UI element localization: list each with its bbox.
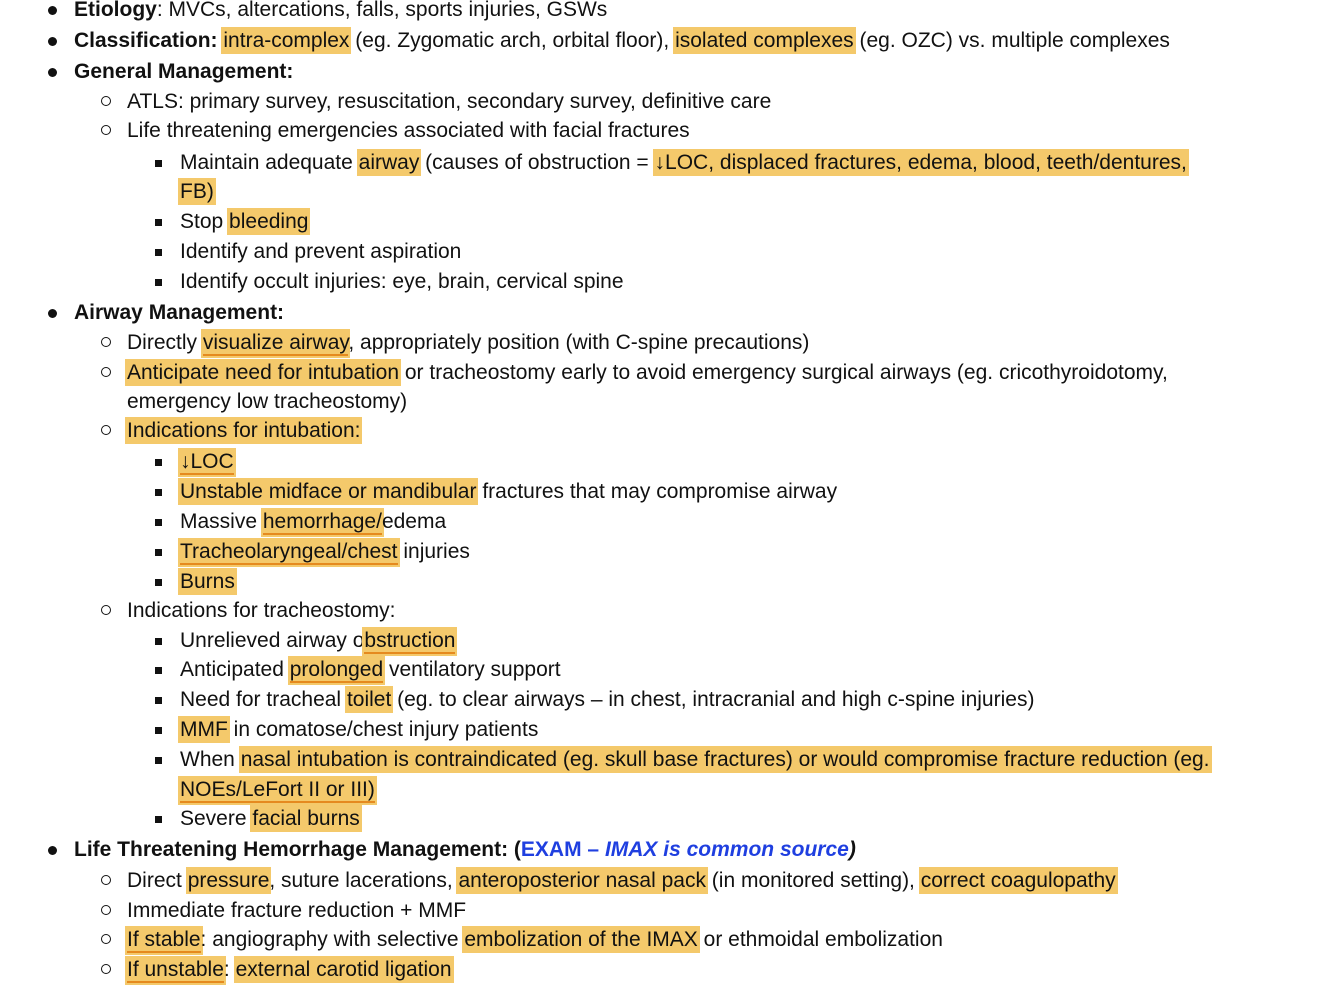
highlight: FB) — [180, 180, 214, 203]
highlight: bleeding — [229, 210, 309, 233]
highlight: bstruction — [364, 629, 456, 652]
highlight: Unstable midface or mandibular — [180, 480, 477, 503]
hollow-bullet-icon — [101, 337, 111, 347]
highlight: external carotid ligation — [235, 958, 452, 981]
label: Airway Management: — [74, 301, 285, 324]
text: , appropriately position (with C-spine precautions) — [348, 331, 810, 354]
highlight: Indications for intubation: — [127, 419, 361, 442]
text: Anticipated — [180, 658, 290, 681]
hollow-bullet-icon — [101, 934, 111, 944]
hollow-bullet-icon — [101, 964, 111, 974]
exam-tag: EXAM – — [520, 838, 605, 861]
text: edema — [381, 510, 447, 533]
highlight: If stable — [127, 928, 201, 951]
square-bullet-icon — [155, 519, 162, 526]
filled-bullet-icon — [48, 68, 57, 77]
text: fractures that may compromise airway — [476, 480, 838, 503]
highlight: MMF — [180, 718, 228, 741]
square-bullet-icon — [155, 727, 162, 734]
filled-bullet-icon — [48, 37, 57, 46]
square-bullet-icon — [155, 160, 162, 167]
hollow-bullet-icon — [101, 605, 111, 615]
text: (eg. OZC) vs. multiple complexes — [853, 29, 1170, 52]
hollow-bullet-icon — [101, 96, 111, 106]
square-bullet-icon — [155, 279, 162, 286]
text: Life threatening emergencies associated with facial fractures — [127, 119, 690, 142]
highlight: Burns — [180, 570, 235, 593]
highlight: airway — [358, 151, 420, 174]
highlight: anteroposterior nasal pack — [458, 869, 706, 892]
highlight: toilet — [346, 688, 392, 711]
square-bullet-icon — [155, 219, 162, 226]
text: : MVCs, altercations, falls, sports injuries, GSWs — [156, 0, 608, 21]
highlight: correct coagulopathy — [920, 869, 1116, 892]
label: General Management: — [74, 60, 294, 83]
text: injuries — [397, 540, 470, 563]
highlight: ↓LOC, displaced fractures, edema, blood, teeth/dentures, — [654, 151, 1187, 174]
text: (eg. Zygomatic arch, orbital floor), — [349, 29, 676, 52]
text: Unrelieved airway o — [180, 629, 365, 652]
filled-bullet-icon — [48, 309, 57, 318]
text: ) — [848, 838, 856, 861]
highlight: ↓LOC — [180, 450, 234, 473]
text: emergency low tracheostomy) — [127, 390, 408, 413]
text: Directly — [127, 331, 203, 354]
highlight: embolization of the IMAX — [464, 928, 698, 951]
text: Stop — [180, 210, 230, 233]
text: (causes of obstruction = — [419, 151, 655, 174]
highlight: prolonged — [289, 658, 384, 681]
text: in comatose/chest injury patients — [227, 718, 539, 741]
square-bullet-icon — [155, 459, 162, 466]
text: When — [180, 748, 241, 771]
square-bullet-icon — [155, 579, 162, 586]
highlight: intra-complex — [223, 29, 350, 52]
square-bullet-icon — [155, 489, 162, 496]
text: Need for tracheal — [180, 688, 347, 711]
text: (eg. to clear airways – in chest, intracranial and high c-spine injuries) — [391, 688, 1035, 711]
highlight: Tracheolaryngeal/chest — [180, 540, 398, 563]
square-bullet-icon — [155, 697, 162, 704]
text: ATLS: primary survey, resuscitation, secondary survey, definitive care — [127, 90, 772, 113]
highlight: facial burns — [252, 807, 360, 830]
text: : angiography with selective — [200, 928, 465, 951]
highlight: nasal intubation is contraindicated (eg. skull base fractures) or would compromise fracture reduction (eg. — [240, 748, 1210, 771]
highlight: If unstable — [127, 958, 224, 981]
square-bullet-icon — [155, 549, 162, 556]
hollow-bullet-icon — [101, 425, 111, 435]
text: Immediate fracture reduction + MMF — [127, 899, 467, 922]
square-bullet-icon — [155, 249, 162, 256]
hollow-bullet-icon — [101, 905, 111, 915]
hollow-bullet-icon — [101, 875, 111, 885]
text: (in monitored setting), — [705, 869, 921, 892]
square-bullet-icon — [155, 816, 162, 823]
filled-bullet-icon — [48, 846, 57, 855]
text: Massive — [180, 510, 263, 533]
highlight: NOEs/LeFort II or III) — [180, 778, 375, 801]
square-bullet-icon — [155, 638, 162, 645]
text: or tracheostomy early to avoid emergency surgical airways (eg. cricothyroidotomy, — [399, 361, 1168, 384]
text: or ethmoidal embolization — [697, 928, 943, 951]
highlight: Anticipate need for intubation — [127, 361, 400, 384]
text: : — [223, 958, 236, 981]
square-bullet-icon — [155, 757, 162, 764]
highlight: visualize airway — [202, 331, 349, 354]
highlight: hemorrhage/ — [262, 510, 382, 533]
highlight: pressure — [187, 869, 270, 892]
filled-bullet-icon — [48, 6, 57, 15]
label: Life Threatening Hemorrhage Management: ( — [74, 838, 521, 861]
text: Maintain adequate — [180, 151, 359, 174]
hollow-bullet-icon — [101, 125, 111, 135]
highlight: isolated complexes — [675, 29, 854, 52]
text: Direct — [127, 869, 188, 892]
text: Severe — [180, 807, 253, 830]
text: ventilatory support — [383, 658, 561, 681]
label: Etiology — [74, 0, 157, 21]
text: Indications for tracheostomy: — [127, 599, 396, 622]
label: Classification: — [74, 29, 218, 52]
text: Identify and prevent aspiration — [180, 240, 462, 263]
hollow-bullet-icon — [101, 367, 111, 377]
text: Identify occult injuries: eye, brain, cervical spine — [180, 270, 624, 293]
text: , suture lacerations, — [269, 869, 459, 892]
square-bullet-icon — [155, 667, 162, 674]
exam-note: IMAX is common source — [604, 838, 849, 861]
